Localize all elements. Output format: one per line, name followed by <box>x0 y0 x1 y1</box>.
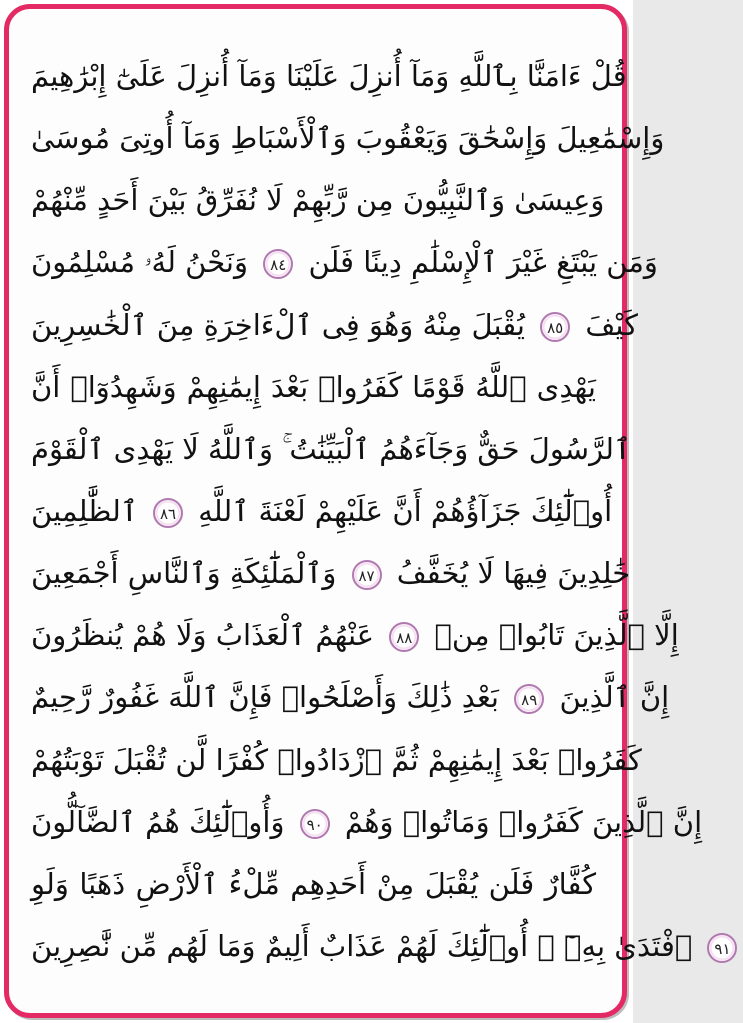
verse-line <box>31 480 613 542</box>
verse-line <box>31 169 605 231</box>
ayah-number-marker: ٨٦ <box>153 498 183 528</box>
verse-lines <box>31 45 731 977</box>
verse-text: وَٱلْمَلَٰٓئِكَةِ وَٱلنَّاسِ أَجْمَعِينَ <box>31 556 337 591</box>
ayah-number-marker: ٩٠ <box>300 809 330 839</box>
verse-text: يَهْدِى ٱللَّهُ قَوْمًا كَفَرُوا۟ بَعْدَ إِيمَٰنِهِمْ وَشَهِدُوٓا۟ أَنَّ <box>31 369 596 404</box>
page-frame <box>4 4 731 1018</box>
verse-text: قُلْ ءَامَنَّا بِٱللَّهِ وَمَآ أُنزِلَ عَلَيْنَا وَمَآ أُنزِلَ عَلَىٰٓ إِبْرَٰهِيمَ <box>31 59 627 93</box>
verse-text: يُقْبَلَ مِنْهُ وَهُوَ فِى ٱلْءَاخِرَةِ مِنَ ٱلْخَٰسِرِينَ <box>31 307 525 342</box>
verse-text: كُفَّارٌ فَلَن يُقْبَلَ مِنْ أَحَدِهِم مِّلْءُ ٱلْأَرْضِ ذَهَبًا وَلَوِ <box>31 866 596 901</box>
verse-text: إِلَّا ٱلَّذِينَ تَابُوا۟ مِنۢ <box>434 618 679 653</box>
verse-line <box>31 791 703 853</box>
ayah-number-marker: ٨٨ <box>389 622 419 652</box>
verse-line <box>31 418 631 480</box>
ayah-number-marker: ٨٥ <box>540 312 570 342</box>
verse-text: إِنَّ ٱلَّذِينَ كَفَرُوا۟ وَمَاتُوا۟ وَهُمْ <box>344 804 703 839</box>
verse-text: وَأُو۟لَٰٓئِكَ هُمُ ٱلضَّآلُّونَ <box>31 804 285 839</box>
verse-line <box>31 542 631 604</box>
verse-text: ٱفْتَدَىٰ بِهِۦٓ ۗ أُو۟لَٰٓئِكَ لَهُمْ عَذَابٌ أَلِيمٌ وَمَا لَهُم مِّن نَّٰصِرِينَ <box>31 928 693 963</box>
verse-line <box>31 729 642 791</box>
verse-line <box>31 853 596 915</box>
ayah-number-marker: ٨٩ <box>514 684 544 714</box>
verse-line <box>31 666 670 728</box>
ayah-number-marker: ٩١ <box>707 933 737 963</box>
verse-text: بَعْدِ ذَٰلِكَ وَأَصْلَحُوا۟ فَإِنَّ ٱللَّهَ غَفُورٌ رَّحِيمٌ <box>31 680 500 715</box>
verse-text: كَيْفَ <box>585 307 638 342</box>
verse-text: ٱلرَّسُولَ حَقٌّ وَجَآءَهُمُ ٱلْبَيِّنَٰتُ ۚ وَٱللَّهُ لَا يَهْدِى ٱلْقَوْمَ <box>31 431 631 466</box>
verse-text: كَفَرُوا۟ بَعْدَ إِيمَٰنِهِمْ ثُمَّ ٱزْدَادُوا۟ كُفْرًا لَّن تُقْبَلَ تَوْبَتُهُمْ <box>31 742 642 777</box>
verse-line <box>31 231 658 293</box>
verse-text: وَعِيسَىٰ وَٱلنَّبِيُّونَ مِن رَّبِّهِمْ لَا نُفَرِّقُ بَيْنَ أَحَدٍ مِّنْهُمْ <box>31 183 605 218</box>
verse-line <box>31 356 596 418</box>
ayah-number-marker: ٨٤ <box>263 249 293 279</box>
verse-line <box>31 294 638 356</box>
verse-text: أُو۟لَٰٓئِكَ جَزَآؤُهُمْ أَنَّ عَلَيْهِمْ لَعْنَةَ ٱللَّهِ <box>198 493 613 528</box>
verse-text: وَنَحْنُ لَهُۥ مُسْلِمُونَ <box>31 245 248 280</box>
verse-text: إِنَّ ٱلَّذِينَ <box>559 680 670 715</box>
verse-line <box>31 107 665 169</box>
verse-line <box>31 45 627 107</box>
verse-text: خَٰلِدِينَ فِيهَا لَا يُخَفَّفُ <box>396 556 631 591</box>
verse-line <box>31 915 731 977</box>
ayah-number-marker: ٨٧ <box>352 560 382 590</box>
verse-text: وَإِسْمَٰعِيلَ وَإِسْحَٰقَ وَيَعْقُوبَ وَٱلْأَسْبَاطِ وَمَآ أُوتِىَ مُوسَىٰ <box>31 121 665 156</box>
verse-text: عَنْهُمُ ٱلْعَذَابُ وَلَا هُمْ يُنظَرُونَ <box>31 618 375 653</box>
verse-text: وَمَن يَبْتَغِ غَيْرَ ٱلْإِسْلَٰمِ دِينًا فَلَن <box>308 245 658 280</box>
verse-text: ٱلظَّٰلِمِينَ <box>31 493 138 528</box>
verse-line <box>31 604 679 666</box>
